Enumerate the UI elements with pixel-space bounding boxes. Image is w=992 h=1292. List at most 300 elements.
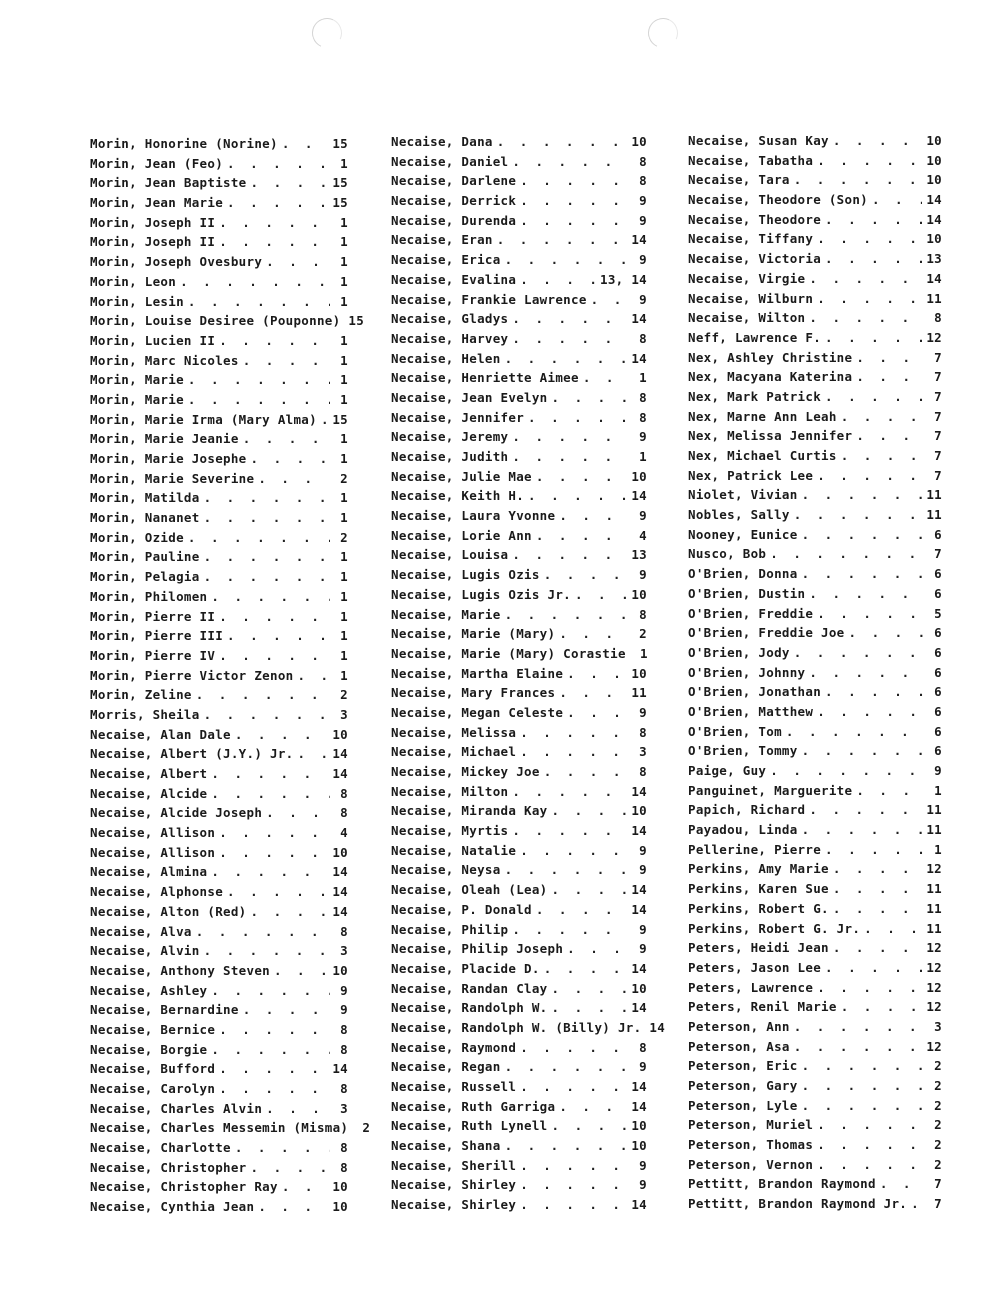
entry-name: O'Brien, Matthew [688,703,814,719]
entry-name: Necaise, Alvin [90,943,200,959]
index-entry [688,623,942,643]
index-entry [90,862,348,882]
index-entry [688,1017,942,1037]
dot-leader [243,429,330,449]
entry-page-number: 12 [926,979,942,995]
index-entry [688,800,942,820]
entry-page-number: 1 [340,667,348,683]
index-entry [391,880,647,900]
entry-page-number: 1 [639,449,647,464]
dot-leader [817,702,924,722]
entry-name: Morin, Pierre II [90,608,216,624]
index-entry [90,744,348,764]
dot-leader [856,348,924,368]
entry-page-number: 14 [631,882,647,898]
dot-leader [204,567,330,587]
index-entry [391,1097,647,1117]
index-entry [391,1077,647,1097]
entry-page-number: 9 [340,982,348,998]
entry-page-number: 9 [639,1157,647,1173]
index-entry [391,408,647,428]
dot-leader [841,997,923,1017]
index-entry [688,446,942,466]
entry-page-number: 6 [934,644,942,660]
dot-leader [497,132,628,152]
index-entry [90,488,348,508]
entry-page-number: 14 [631,232,647,248]
entry-page-number: 10 [631,1118,647,1134]
dot-leader [505,1136,628,1156]
entry-page-number: 1 [340,293,348,309]
dot-leader [552,880,628,900]
entry-name: Peterson, Asa [688,1038,790,1054]
entry-page-number: 6 [934,684,942,700]
entry-name: Necaise, Henriette Aimee [391,370,579,386]
dot-leader [552,1116,628,1136]
entry-page-number: 3 [639,744,647,760]
entry-page-number: 7 [934,1196,942,1212]
dot-leader [809,269,922,289]
entry-page-number: 14 [631,1098,647,1114]
entry-page-number: 6 [934,526,942,542]
entry-page-number: 15 [332,136,348,151]
entry-page-number: 10 [332,726,348,742]
entry-name: Necaise, Sherill [391,1157,517,1173]
dot-leader [817,289,922,309]
entry-page-number: 5 [934,605,942,621]
entry-name: Morin, Joseph II [90,214,216,230]
index-entry [90,331,348,351]
index-entry [391,841,647,861]
entry-name: Morin, Marie Jeanie [90,431,239,447]
entry-page-number: 4 [340,825,348,841]
entry-page-number: 2 [340,687,348,703]
index-entry [90,154,348,174]
entry-name: Perkins, Karen Sue [688,881,829,897]
index-entry [688,387,942,407]
dot-leader [802,741,924,761]
entry-page-number: 1 [639,645,648,661]
entry-name: Necaise, Gladys [391,311,509,327]
entry-name: Necaise, Marie (Mary) Corastie [391,645,626,661]
entry-name: Niolet, Vivian [688,487,798,503]
entry-name: Necaise, Laura Yvonne [391,508,556,524]
index-entry [391,644,647,664]
dot-leader [802,564,924,584]
dot-leader [211,862,328,882]
entry-name: Nex, Melissa Jennifer [688,428,853,444]
entry-page-number: 1 [340,490,348,506]
index-entry [391,1038,647,1058]
dot-leader [274,961,328,981]
entry-page-number: 10 [926,133,942,148]
entry-page-number: 2 [934,1078,942,1093]
index-entry [391,1136,647,1156]
entry-name: O'Brien, Donna [688,566,798,582]
index-entry [391,801,647,821]
entry-name: Neff, Lawrence F. [688,329,822,345]
index-entry [90,528,348,548]
dot-leader [204,547,330,567]
dot-leader [817,978,922,998]
entry-page-number: 14 [332,884,348,900]
entry-page-number: 10 [926,172,942,188]
index-entry [688,1076,942,1096]
entry-page-number: 9 [639,567,647,583]
entry-name: Pettitt, Brandon Raymond Jr. [688,1196,908,1212]
index-entry [90,725,348,745]
index-entry [391,920,647,940]
entry-name: Necaise, Natalie [391,842,517,858]
entry-name: Necaise, Alton (Red) [90,903,247,919]
entry-page-number: 14 [631,783,647,799]
dot-leader [825,249,922,269]
index-entry [688,1135,942,1155]
entry-page-number: 6 [934,723,942,739]
entry-page-number: 11 [926,290,942,306]
entry-name: Necaise, Placide D. [391,960,540,976]
entry-name: Necaise, Louisa [391,547,509,563]
entry-page-number: 9 [639,1059,647,1075]
dot-leader [520,1195,627,1215]
dot-leader [497,230,628,250]
entry-page-number: 8 [639,409,647,425]
entry-page-number: 14 [332,903,348,919]
dot-leader [180,272,330,292]
index-entry [688,1155,942,1175]
dot-leader [321,410,328,430]
index-entry [688,426,942,446]
index-entry [90,469,348,489]
entry-page-number: 10 [631,980,647,996]
dot-leader [856,367,924,387]
entry-name: Perkins, Amy Marie [688,861,829,877]
entry-page-number: 12 [926,329,942,345]
entry-page-number: 11 [926,487,942,503]
dot-leader [559,683,627,703]
dot-leader [235,1138,330,1158]
dot-leader [809,800,922,820]
entry-name: Necaise, Jean Evelyn [391,389,548,405]
index-entry [90,1000,348,1020]
entry-page-number: 1 [340,588,348,604]
entry-name: Necaise, Christopher Ray [90,1179,278,1195]
dot-leader [505,349,628,369]
entry-name: Necaise, Tiffany [688,231,814,247]
index-entry [391,171,647,191]
index-entry [391,998,647,1018]
entry-page-number: 1 [340,647,348,663]
entry-name: O'Brien, Freddie [688,605,814,621]
entry-name: Necaise, Lorie Ann [391,527,532,543]
index-entry [90,292,348,312]
entry-page-number: 14 [332,1061,348,1077]
index-entry [391,152,647,172]
dot-leader [794,1037,923,1057]
index-entry [688,407,942,427]
entry-name: Nex, Patrick Lee [688,467,814,483]
index-entry [90,902,348,922]
entry-page-number: 2 [639,626,647,642]
entry-name: Morin, Philomen [90,588,208,604]
dot-leader [196,922,330,942]
dot-leader [227,154,330,174]
index-entry [688,840,942,860]
index-entry [688,978,942,998]
index-entry [391,1057,647,1077]
dot-leader [520,723,629,743]
entry-name: Necaise, Bufford [90,1061,216,1077]
index-entry [391,467,647,487]
index-entry [688,643,942,663]
index-entry [90,922,348,942]
index-entry [391,979,647,999]
entry-name: O'Brien, Tom [688,723,782,739]
entry-name: Necaise, Durenda [391,212,517,228]
index-entry [391,526,647,546]
entry-page-number: 6 [934,743,942,759]
entry-name: Necaise, Frankie Lawrence [391,291,587,307]
dot-leader [802,820,923,840]
entry-page-number: 8 [639,724,647,740]
index-entry [90,1020,348,1040]
entry-page-number: 14 [631,1000,647,1016]
entry-page-number: 14 [631,1079,647,1094]
index-entry [90,410,348,430]
entry-page-number: 14 [926,211,942,227]
entry-name: Necaise, Theodore (Son) [688,192,868,208]
entry-name: Necaise, Wilton [688,310,806,326]
entry-page-number: 9 [639,508,647,524]
entry-page-number: 8 [340,1159,348,1175]
entry-page-number: 9 [639,212,647,228]
dot-leader [802,1076,924,1096]
entry-page-number: 10 [926,152,942,168]
index-entry [391,664,647,684]
entry-page-number: 9 [639,921,647,937]
entry-name: Necaise, Tabatha [688,152,814,168]
entry-name: Morin, Nananet [90,510,200,526]
dot-leader [204,488,330,508]
dot-leader [520,1175,629,1195]
entry-name: Necaise, Michael [391,744,517,760]
index-entry [391,211,647,231]
entry-page-number: 13, 14 [600,271,647,287]
entry-page-number: 9 [639,252,647,268]
index-entry [391,270,647,290]
index-entry [688,682,942,702]
entry-page-number: 15 [348,313,365,329]
entry-name: Morin, Marie [90,372,184,388]
index-entry [688,1037,942,1057]
index-entry [688,151,942,171]
entry-name: Peterson, Muriel [688,1117,814,1133]
entry-page-number: 1 [340,332,348,348]
entry-name: Necaise, Bernardine [90,1002,239,1018]
entry-name: Morin, Zeline [90,687,192,703]
index-entry [90,232,348,252]
entry-page-number: 8 [340,1081,348,1096]
entry-name: Morin, Jean Baptiste [90,175,247,191]
dot-leader [856,781,924,801]
entry-name: Nex, Michael Curtis [688,448,837,463]
dot-leader [794,170,923,190]
index-entry [688,1056,942,1076]
entry-name: Peterson, Lyle [688,1097,798,1113]
entry-name: Nex, Marne Ann Leah [688,408,837,424]
entry-page-number: 2 [934,1097,942,1113]
index-entry [391,821,647,841]
index-entry [688,131,942,151]
entry-page-number: 9 [639,429,647,445]
entry-name: Necaise, Randolph W. (Billy) Jr. [391,1019,642,1035]
index-entry [90,607,348,627]
dot-leader [512,152,629,172]
punch-hole-left [308,14,346,52]
dot-leader [219,1020,330,1040]
entry-page-number: 8 [340,805,348,821]
entry-name: Necaise, Helen [391,350,501,366]
dot-leader [188,528,330,548]
entry-name: Necaise, Miranda Kay [391,803,548,819]
index-entry [688,485,942,505]
dot-leader [211,587,330,607]
entry-name: Necaise, Wilburn [688,290,814,306]
dot-leader [512,427,629,447]
dot-leader [809,663,924,683]
dot-leader [258,1197,328,1217]
entry-page-number: 9 [639,291,647,307]
entry-name: Necaise, Bernice [90,1021,216,1037]
entry-name: Necaise, Evalina [391,271,517,287]
entry-page-number: 8 [639,173,647,189]
dot-leader [219,646,330,666]
entry-name: Peters, Heidi Jean [688,940,829,956]
index-entry [90,803,348,823]
entry-page-number: 7 [934,388,942,404]
dot-leader [825,210,922,230]
dot-leader [567,939,629,959]
entry-page-number: 1 [340,352,348,368]
entry-name: Necaise, Melissa [391,724,517,740]
entry-page-number: 1 [340,451,348,466]
entry-name: Necaise, Daniel [391,153,509,169]
entry-name: Morin, Marie Severine [90,470,255,486]
entry-page-number: 2 [362,1120,371,1136]
entry-page-number: 11 [926,822,942,838]
entry-name: Morin, Marie [90,391,184,407]
entry-name: Necaise, Victoria [688,251,822,267]
entry-page-number: 7 [934,408,942,424]
dot-leader [520,1156,629,1176]
entry-name: Necaise, Marie (Mary) [391,626,556,642]
dot-leader [219,1059,328,1079]
entry-page-number: 9 [639,842,647,858]
dot-leader [204,508,330,528]
index-entry [688,190,942,210]
dot-leader [512,447,629,467]
entry-name: Necaise, Myrtis [391,823,509,839]
index-entry [90,193,348,213]
index-entry [90,449,348,469]
entry-name: Peterson, Vernon [688,1156,814,1172]
entry-name: Nex, Mark Patrick [688,388,822,404]
dot-leader [520,1038,629,1058]
entry-name: Necaise, Dana [391,134,493,149]
entry-page-number: 8 [639,1039,647,1055]
entry-name: Necaise, Milton [391,783,509,799]
index-entry [688,859,942,879]
dot-leader [817,604,924,624]
index-entry [688,938,942,958]
index-entry [688,604,942,624]
entry-name: Nex, Ashley Christine [688,349,853,365]
entry-name: Necaise, Mary Frances [391,685,556,701]
entry-page-number: 1 [639,370,647,386]
index-entry [90,843,348,863]
entry-name: Peterson, Thomas [688,1137,814,1153]
index-entry [688,781,942,801]
dot-leader [243,351,330,371]
dot-leader [251,902,329,922]
dot-leader [802,1056,924,1076]
dot-leader [559,624,629,644]
dot-leader [552,998,628,1018]
dot-leader [512,782,627,802]
entry-name: Necaise, Cynthia Jean [90,1199,255,1215]
entry-name: Necaise, Charles Alvin [90,1100,263,1116]
entry-page-number: 11 [926,802,942,818]
dot-leader [188,292,330,312]
index-entry [391,1156,647,1176]
index-entry [688,289,942,309]
dot-leader [528,408,629,428]
dot-leader [505,1057,629,1077]
dot-leader [567,703,629,723]
entry-page-number: 1 [934,841,942,857]
index-entry [688,584,942,604]
entry-page-number: 8 [639,389,647,405]
index-entry [90,961,348,981]
dot-leader [770,544,924,564]
dot-leader [794,1017,924,1037]
dot-leader [219,232,330,252]
dot-leader [219,1079,330,1099]
entry-page-number: 7 [934,448,942,463]
dot-leader [297,666,330,686]
entry-name: Necaise, Charles Messemin (Misma) [90,1120,349,1136]
dot-leader [817,1135,924,1155]
entry-page-number: 9 [639,1177,647,1193]
entry-name: Nex, Macyana Katerina [688,369,853,385]
index-entry [688,741,942,761]
entry-name: Peterson, Gary [688,1078,798,1093]
dot-leader [528,486,627,506]
entry-name: Necaise, Alcide [90,785,208,801]
dot-leader [211,784,330,804]
entry-name: Necaise, Jeremy [391,429,509,445]
dot-leader [817,1155,924,1175]
entry-page-number: 1 [340,431,348,447]
entry-name: Necaise, Raymond [391,1039,517,1055]
entry-name: Necaise, Alva [90,923,192,939]
index-entry [90,587,348,607]
dot-leader [188,370,330,390]
index-entry [688,919,942,939]
dot-leader [809,584,924,604]
entry-page-number: 14 [926,192,942,208]
dot-leader [219,213,330,233]
